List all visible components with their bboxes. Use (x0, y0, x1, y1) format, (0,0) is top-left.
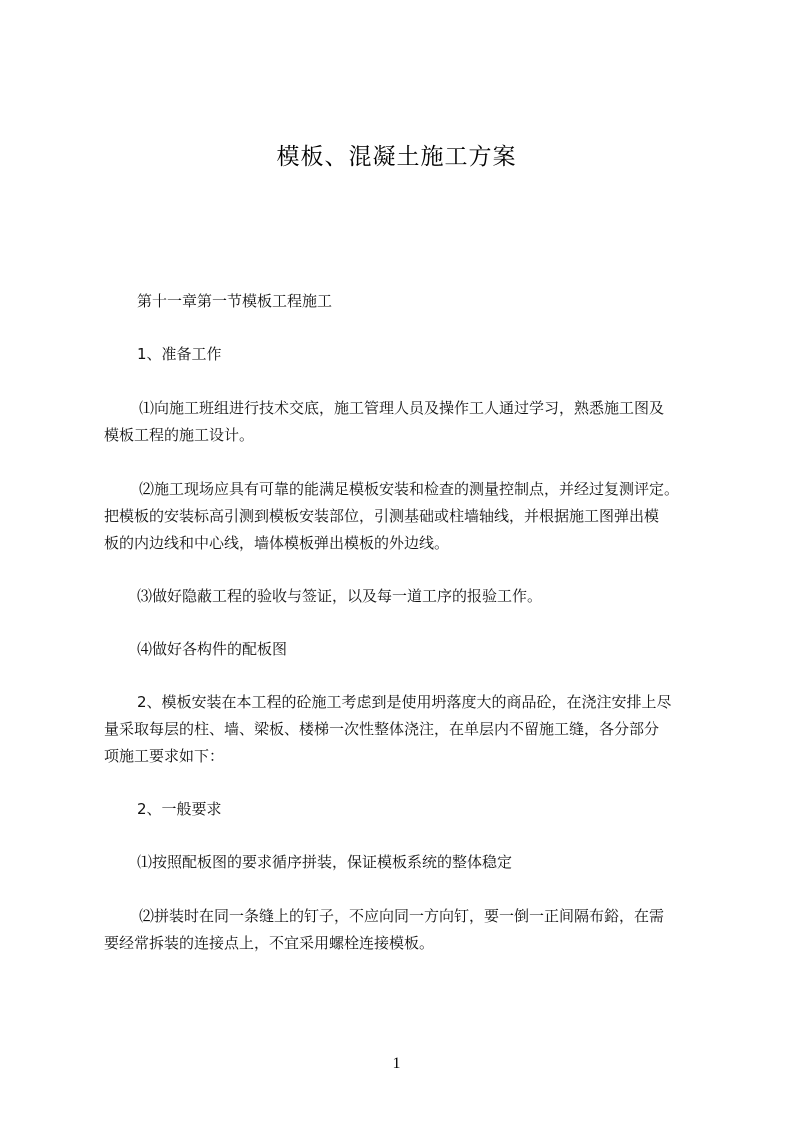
item-1-2-line-2: 把模板的安装标高引测到模板安装部位，引测基础或柱墙轴线，并根据施工图弹出模 (104, 507, 660, 525)
section-heading: 第十一章第一节模板工程施工 (137, 292, 333, 310)
item-1-2-line-3: 板的内边线和中心线，墙体模板弹出模板的外边线。 (104, 534, 450, 552)
item-2-intro-line-2: 量采取每层的柱、墙、梁板、楼梯一次性整体浇注，在单层内不留施工缝，各分部分 (104, 720, 660, 738)
item-1-2-line-1: ⑵施工现场应具有可靠的能满足模板安装和检查的测量控制点，并经过复测评定。 (139, 480, 680, 498)
page-number: 1 (392, 1055, 401, 1072)
item-2-heading: 2、一般要求 (137, 800, 222, 818)
item-1-3: ⑶做好隐蔽工程的验收与签证，以及每一道工序的报验工作。 (137, 587, 543, 605)
item-2-intro-line-1: 2、模板安装在本工程的砼施工考虑到是使用坍落度大的商品砼，在浇注安排上尽 (137, 693, 672, 711)
item-2-2-line-2: 要经常拆装的连接点上，不宜采用螺栓连接模板。 (104, 934, 435, 952)
item-1-4: ⑷做好各构件的配板图 (137, 640, 288, 658)
item-1-heading: 1、准备工作 (137, 345, 222, 363)
item-2-intro-line-3: 项施工要求如下： (104, 747, 225, 765)
item-1-1-line-1: ⑴向施工班组进行技术交底，施工管理人员及操作工人通过学习，熟悉施工图及 (139, 399, 665, 417)
document-title: 模板、混凝土施工方案 (276, 144, 517, 170)
item-2-2-line-1: ⑵拼装时在同一条缝上的钉子，不应向同一方向钉，要一倒一正间隔布鋊，在需 (139, 907, 665, 925)
item-1-1-line-2: 模板工程的施工设计。 (104, 426, 255, 444)
item-2-1: ⑴按照配板图的要求循序拼装，保证模板系统的整体稳定 (137, 853, 513, 871)
